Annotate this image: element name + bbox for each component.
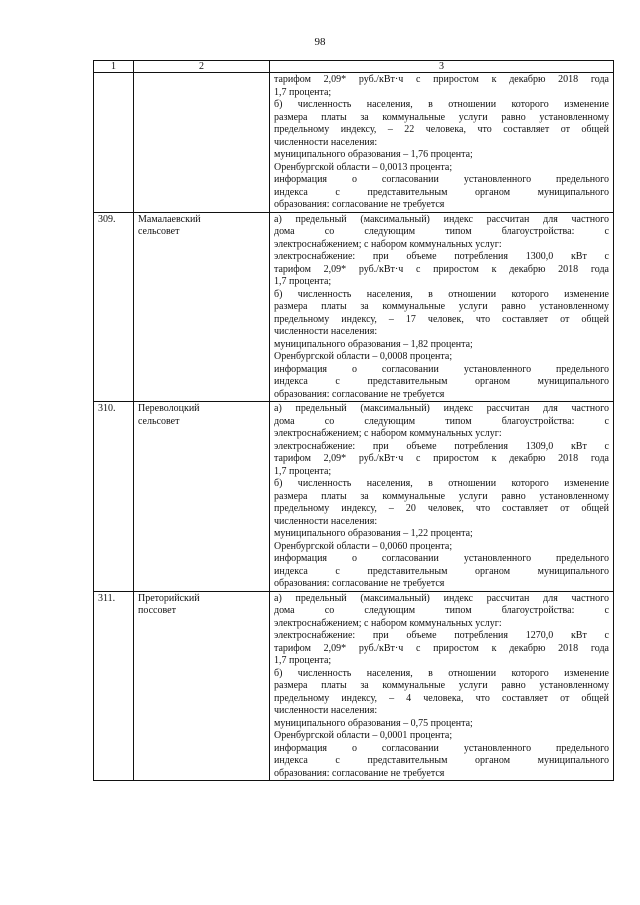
description-line: образования: согласование не требуется	[274, 388, 445, 400]
description-line: б) численность населения, в отношении которого изменение	[274, 667, 609, 679]
description-line: численности населения:	[274, 136, 378, 148]
description-line: муниципального образования – 1,76 процента;	[274, 149, 473, 160]
table-row	[94, 73, 614, 213]
description-line: электроснабжением; с набором коммунальных услуг:	[274, 617, 502, 629]
column-header: 3	[270, 61, 614, 73]
description-line: муниципального образования – 0,75 процента;	[274, 717, 473, 729]
description-line: размера платы за коммунальные услуги равно установленному	[274, 490, 609, 502]
row-number: 309.	[94, 212, 134, 402]
description-line: а) предельный (максимальный) индекс рассчитан для частного	[274, 403, 609, 414]
municipality-name-line: сельсовет	[138, 415, 180, 427]
description-line: информация о согласовании установленного предельного	[274, 363, 609, 375]
description-line: информация о согласовании установленного предельного	[274, 553, 609, 564]
description-line: Оренбургской области – 0,0001 процента;	[274, 730, 453, 741]
municipality-name	[134, 591, 270, 781]
description-line: тарифом 2,09* руб./кВт·ч с приростом к декабрю 2018 года	[274, 642, 609, 654]
table-header-row	[94, 61, 614, 73]
table-row	[94, 591, 614, 781]
table-body	[94, 73, 614, 781]
column-header: 1	[94, 61, 134, 73]
description-line: численности населения:	[274, 515, 378, 527]
description-line: индекса с представительным органом муниципального	[274, 565, 609, 577]
description-line: предельному индексу, – 22 человека, что составляет от общей	[274, 124, 609, 135]
description-line: численности населения:	[274, 705, 378, 716]
description-line: муниципального образования – 1,82 процента;	[274, 338, 473, 350]
description-line: численности населения:	[274, 326, 378, 337]
description-line: электроснабжением; с набором коммунальных услуг:	[274, 428, 502, 439]
row-number: 311.	[94, 591, 134, 781]
description-line: образования: согласование не требуется	[274, 199, 445, 210]
row-number: 310.	[94, 402, 134, 592]
description-line: Оренбургской области – 0,0013 процента;	[274, 161, 453, 173]
index-description	[270, 591, 614, 781]
description-line: б) численность населения, в отношении которого изменение	[274, 99, 609, 110]
description-line: тарифом 2,09* руб./кВт·ч с приростом к декабрю 2018 года	[274, 263, 609, 275]
description-line: б) численность населения, в отношении которого изменение	[274, 478, 609, 489]
document-table	[93, 60, 614, 781]
page-number: 98	[314, 36, 326, 48]
municipality-name-line: Переволоцкий	[138, 403, 200, 414]
description-line: тарифом 2,09* руб./кВт·ч с приростом к декабрю 2018 года	[274, 74, 609, 85]
description-line: индекса с представительным органом муниципального	[274, 755, 609, 766]
row-number	[94, 73, 134, 213]
description-line: образования: согласование не требуется	[274, 578, 445, 589]
index-description	[270, 212, 614, 402]
description-line: размера платы за коммунальные услуги равно установленному	[274, 301, 609, 312]
description-line: 1,7 процента;	[274, 86, 332, 98]
description-line: Оренбургской области – 0,0008 процента;	[274, 351, 453, 362]
description-line: индекса с представительным органом муниципального	[274, 186, 609, 198]
municipality-name-line: Преторийский	[138, 592, 200, 604]
municipality-name	[134, 212, 270, 402]
description-line: предельному индексу, – 20 человек, что составляет от общей	[274, 503, 609, 514]
index-description	[270, 73, 614, 213]
table-row	[94, 402, 614, 592]
description-line: электроснабжение: при объеме потребления 1300,0 кВт с	[274, 251, 609, 262]
table-row	[94, 212, 614, 402]
description-line: 1,7 процента;	[274, 276, 332, 287]
description-line: предельному индексу, – 17 человек, что составляет от общей	[274, 313, 609, 325]
description-line: образования: согласование не требуется	[274, 767, 445, 779]
index-description	[270, 402, 614, 592]
municipality-name	[134, 73, 270, 213]
description-line: размера платы за коммунальные услуги равно установленному	[274, 111, 609, 123]
description-line: 1,7 процента;	[274, 465, 332, 477]
description-line: а) предельный (максимальный) индекс рассчитан для частного	[274, 592, 609, 604]
description-line: дома со следующим типом благоустройства: с	[274, 605, 609, 616]
description-line: дома со следующим типом благоустройства: с	[274, 415, 609, 427]
description-line: информация о согласовании установленного предельного	[274, 742, 609, 754]
description-line: Оренбургской области – 0,0060 процента;	[274, 540, 453, 552]
municipality-name-line: Мамалаевский	[138, 213, 201, 225]
description-line: электроснабжение: при объеме потребления 1309,0 кВт с	[274, 440, 609, 452]
description-line: б) численность населения, в отношении которого изменение	[274, 288, 609, 300]
description-line: предельному индексу, – 4 человека, что составляет от общей	[274, 692, 609, 704]
municipality-name	[134, 402, 270, 592]
description-line: информация о согласовании установленного предельного	[274, 174, 609, 185]
description-line: 1,7 процента;	[274, 655, 332, 666]
description-line: муниципального образования – 1,22 процента;	[274, 528, 473, 539]
description-line: электроснабжение: при объеме потребления 1270,0 кВт с	[274, 630, 609, 641]
column-header: 2	[134, 61, 270, 73]
municipality-name-line: поссовет	[138, 605, 176, 616]
description-line: дома со следующим типом благоустройства: с	[274, 226, 609, 237]
description-line: тарифом 2,09* руб./кВт·ч с приростом к декабрю 2018 года	[274, 453, 609, 464]
description-line: электроснабжением; с набором коммунальных услуг:	[274, 238, 502, 250]
description-line: а) предельный (максимальный) индекс рассчитан для частного	[274, 213, 609, 225]
description-line: размера платы за коммунальные услуги равно установленному	[274, 680, 609, 691]
description-line: индекса с представительным органом муниципального	[274, 376, 609, 387]
municipality-name-line: сельсовет	[138, 226, 180, 237]
